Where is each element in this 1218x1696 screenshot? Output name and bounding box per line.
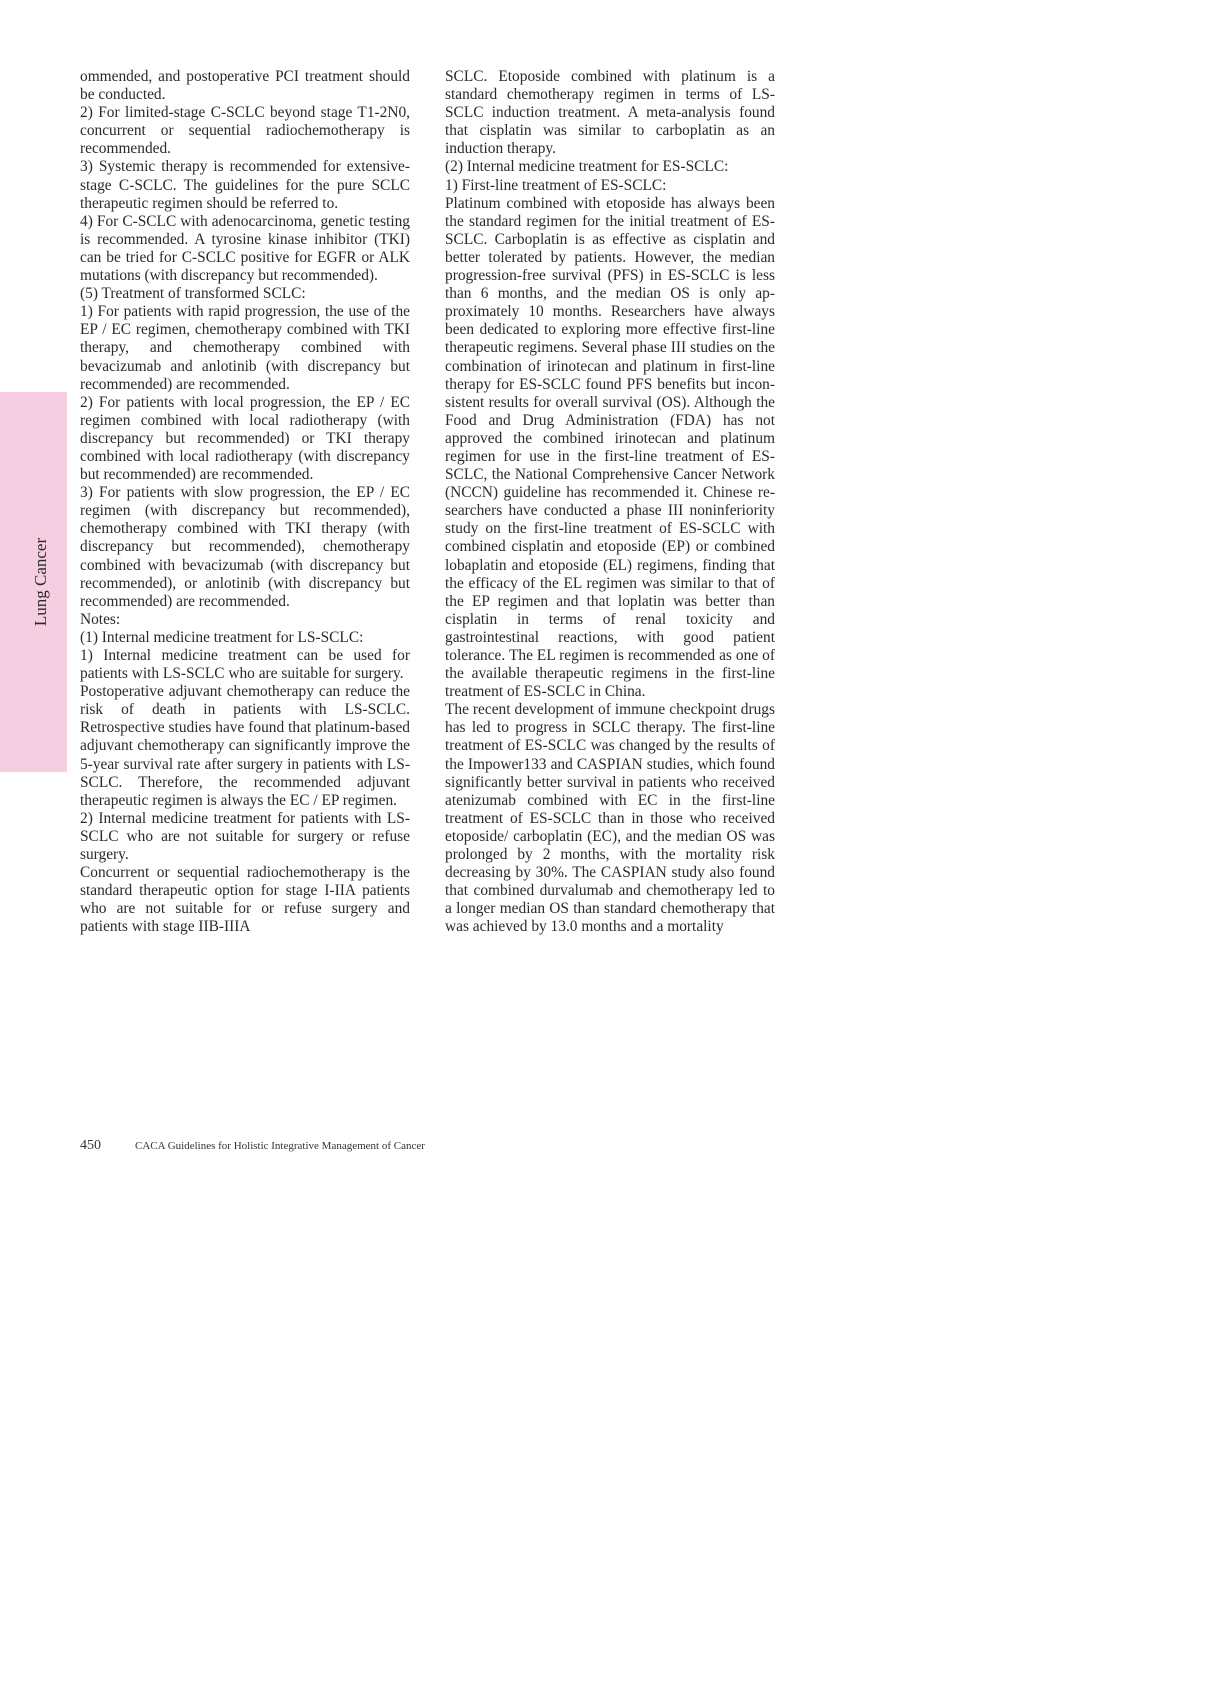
- paragraph: Postoperative adjuvant chemotherapy can reduce the risk of death in patients with LS-SCLC. Retrospective studies have found that platinum-based adjuvant chemotherapy can significantly improve the 5-year survival rate after surgery in patients with LS-SCLC. Therefore, the recommended adjuvant therapeutic regimen is always the EC / EP regimen.: [80, 683, 410, 809]
- paragraph: SCLC. Etoposide combined with platinum is a standard chemotherapy regimen in terms of LS-SCLC induction treatment. A meta-analysis found that cisplatin was similar to carboplatin as an induction therapy.: [445, 68, 775, 158]
- section-heading: (2) Internal medicine treatment for ES-SCLC:: [445, 158, 729, 176]
- running-title: CACA Guidelines for Holistic Integrative Management of Cancer: [135, 1140, 425, 1152]
- paragraph: 2) Internal medicine treatment for patients with LS-SCLC who are not suitable for surgery or refuse surgery.: [80, 809, 410, 864]
- section-side-tab-label: Lung Cancer: [31, 537, 50, 627]
- page-footer: [80, 1136, 425, 1154]
- paragraph: Platinum combined with etoposide has always been the standard regimen for the initial treatment of ES-SCLC. Carboplatin is as effective as cisplatin and better tolerated by patients. However, the median progression-free survival (PFS) in ES-SCLC is less than 6 months, and the median OS is only approximately 10 months. Researchers have always been dedicated to exploring more effective first-line therapeutic regimens. Several phase III studies on the combination of irinotecan and platinum in first-line therapy for ES-SCLC found PFS benefits but inconsistent results for overall survival (OS). Although the Food and Drug Administration (FDA) has not approved the combined irinotecan and platinum regimen for use in the first-line treatment of ES-SCLC, the National Comprehensive Cancer Network (NCCN) guideline has recommended it. Chinese researchers have conducted a phase III noninferiority study on the first-line treatment of ES-SCLC with combined cisplatin and etoposide (EP) or combined lobaplatin and etoposide (EL) regimens, finding that the efficacy of the EL regimen was similar to that of the EP regimen and that loplatin was better than cisplatin in terms of renal toxicity and gastrointestinal reactions, with good patient tolerance. The EL regimen is recommended as one of the available therapeutic regimens in the first-line treatment of ES-SCLC in China.: [445, 194, 775, 701]
- paragraph: 2) For patients with local progression, the EP / EC regimen combined with local radiotherapy (with discrepancy but recommended) or TKI therapy combined with local radiotherapy (with discrepancy but recommended) are recommended.: [80, 393, 410, 484]
- page-number: 450: [80, 1138, 101, 1153]
- right-text-column: [445, 68, 775, 937]
- paragraph: ommended, and postoperative PCI treatment should be conducted.: [80, 68, 410, 104]
- paragraph: 1) Internal medicine treatment can be used for patients with LS-SCLC who are suitable for surgery.: [80, 647, 410, 683]
- paragraph: 1) For patients with rapid progression, the use of the EP / EC regimen, chemotherapy combined with TKI therapy, and chemotherapy combined with bevacizumab and anlotinib (with discrepancy but recommended) are recommended.: [80, 303, 410, 393]
- paragraph: Concurrent or sequential radiochemotherapy is the standard therapeutic option for stage I-IIA patients who are not suitable for or refuse surgery and patients with stage IIB-IIIA: [80, 864, 410, 936]
- paragraph: 4) For C-SCLC with adenocarcinoma, genetic testing is recommended. A tyrosine kinase inhibitor (TKI) can be tried for C-SCLC positive for EGFR or ALK mutations (with discrepancy but recommended).: [80, 212, 410, 285]
- section-heading: 1) First-line treatment of ES-SCLC:: [445, 176, 667, 194]
- left-text-column: [80, 68, 410, 937]
- paragraph: 2) For limited-stage C-SCLC beyond stage T1-2N0, concurrent or sequential radiochemotherapy is recommended.: [80, 104, 410, 158]
- section-heading: (5) Treatment of transformed SCLC:: [80, 285, 306, 303]
- paragraph: The recent development of immune checkpoint drugs has led to progress in SCLC therapy. The first-line treatment of ES-SCLC was changed by the results of the Impower133 and CASPIAN studies, which found significantly better survival in patients who received atenizumab combined with EC in the first-line treatment of ES-SCLC than in those who received etoposide/ carboplatin (EC), and the median OS was prolonged by 2 months, with the mortality risk decreasing by 30%. The CASPIAN study also found that combined durvalumab and chemotherapy led to a longer median OS than standard chemotherapy that was achieved by 13.0 months and a mortality: [445, 701, 775, 936]
- section-heading: (1) Internal medicine treatment for LS-SCLC:: [80, 628, 364, 646]
- paragraph: 3) Systemic therapy is recommended for extensive-stage C-SCLC. The guidelines for the pure SCLC therapeutic regimen should be referred to.: [80, 158, 410, 212]
- paragraph: 3) For patients with slow progression, the EP / EC regimen (with discrepancy but recommended), chemotherapy combined with TKI therapy (with discrepancy but recommended), chemotherapy combined with bevacizumab (with discrepancy but recommended), or anlotinib (with discrepancy but recommended) are recommended.: [80, 484, 410, 610]
- notes-heading: Notes:: [80, 610, 121, 628]
